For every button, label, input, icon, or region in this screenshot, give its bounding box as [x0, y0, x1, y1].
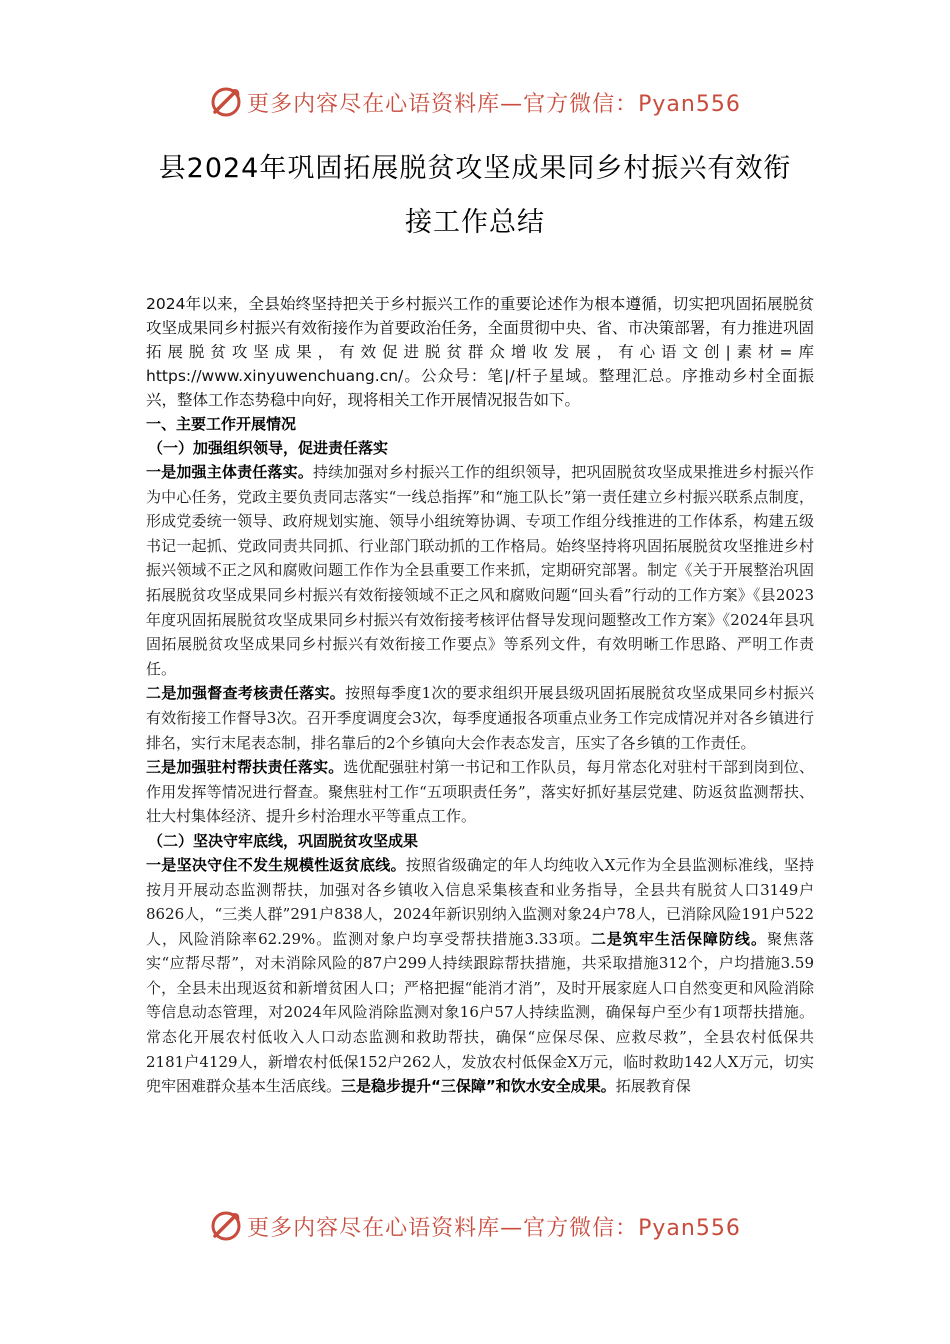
- footer-watermark-banner: [0, 1206, 950, 1246]
- paragraph-bottom-line: [146, 853, 814, 1099]
- watermark-text: 更多内容尽在心语资料库—官方微信：Pyan556: [247, 1215, 741, 1241]
- paragraph-supervision: [146, 681, 814, 755]
- paragraph-text: 聚焦落实“应帮尽帮”，对未消除风险的87户299人持续跟踪帮扶措施，共采取措施312个，户均措施3.59个，全县未出现返贫和新增贫困人口；严格把握“能消才消”，及时开展家庭人口自然变更和风险消除等信息动态管理，对2024年风险消除监测对象16户57人持续监测，确保每户至少有1项帮扶措施。常态化开展农村低收入人口动态监测和救助帮扶，确保“应保尽保、应救尽救”，全县农村低保共2181户4129人，新增农村低保152户262人，发放农村低保金X万元，临时救助142人X万元，切实兜牢困难群众基本生活底线。: [146, 929, 814, 1096]
- subsection-heading-2: （二）坚决守牢底线，巩固脱贫攻坚成果: [148, 831, 419, 850]
- paragraph-lead: 二是加强督查考核责任落实。: [146, 684, 346, 703]
- paragraph-text: 选优配强驻村第一书记和工作队员，每月常态化对驻村干部到岗到位、作用发挥等情况进行督查。聚焦驻村工作“五项职责任务”，落实好抓好基层党建、防返贫监测帮扶、壮大村集体经济、提升乡村治理水平等重点工作。: [146, 758, 814, 826]
- paragraph-lead: 一是坚决守住不发生规模性返贫底线。: [146, 855, 406, 874]
- header-watermark-banner: [0, 82, 950, 122]
- section-heading-1: 一、主要工作开展情况: [146, 415, 297, 433]
- document-body: [146, 292, 814, 1099]
- paragraph-text: 按照省级确定的年人均纯收入X元作为全县监测标准线，坚持按月开展动态监测帮扶，加强对各乡镇收入信息采集核查和业务指导，全县共有脱贫人口3149户8626人，“三类人群”291户838人，2024年新识别纳入监测对象24户78人，已消除风险191户522人，风险消除率62.29%。监测对象户均享受帮扶措施3.33项。: [146, 855, 814, 948]
- paragraph-responsibility: [146, 460, 814, 681]
- paragraph-text: 持续加强对乡村振兴工作的组织领导，把巩固脱贫攻坚成果推进乡村振兴作为中心任务，党政主要负责同志落实“一线总指挥”和“施工队长”第一责任建立乡村振兴联系点制度，形成党委统一领导、政府规划实施、领导小组统筹协调、专项工作组分线推进的工作体系，构建五级书记一起抓、党政同责共同抓、行业部门联动抓的工作格局。始终坚持将巩固拓展脱贫攻坚推进乡村振兴领域不正之风和腐败问题工作作为全县重要工作来抓，定期研究部署。制定《关于开展整治巩固拓展脱贫攻坚成果同乡村振兴有效衔接领域不正之风和腐败问题“回头看”行动的工作方案》《县2023年度巩固拓展脱贫攻坚成果同乡村振兴有效衔接考核评估督导发现问题整改工作方案》《2024年县巩固拓展脱贫攻坚成果同乡村振兴有效衔接工作要点》等系列文件，有效明晰工作思路、严明工作责任。: [146, 463, 814, 678]
- paragraph-lead: 三是加强驻村帮扶责任落实。: [146, 758, 344, 777]
- title-line-2: 接工作总结: [405, 207, 545, 238]
- subsection-heading-1: （一）加强组织领导，促进责任落实: [148, 439, 389, 457]
- brush-logo-icon: [209, 85, 243, 119]
- paragraph-lead: 三是稳步提升“三保障”和饮水安全成果。: [341, 1077, 616, 1096]
- brush-logo-icon: [209, 1209, 243, 1243]
- watermark-text: 更多内容尽在心语资料库—官方微信：Pyan556: [247, 91, 741, 117]
- paragraph-lead: 一是加强主体责任落实。: [146, 463, 314, 481]
- intro-paragraph: 2024年以来，全县始终坚持把关于乡村振兴工作的重要论述作为根本遵循，切实把巩固拓展脱贫攻坚成果同乡村振兴有效衔接作为首要政治任务，全面贯彻中央、省、市决策部署，有力推进巩固拓展脱贫攻坚成果，有效促进脱贫群众增收发展，有心语文创|素材=库https://www.xinyuwenchuang.cn/。公众号：笔|/杆子星域。整理汇总。序推动乡村全面振兴，整体工作态势稳中向好，现将相关工作开展情况报告如下。: [146, 295, 814, 409]
- title-line-1: 县2024年巩固拓展脱贫攻坚成果同乡村振兴有效衔: [158, 153, 792, 184]
- document-title: [100, 142, 850, 250]
- paragraph-lead: 二是筑牢生活保障防线。: [590, 929, 767, 948]
- paragraph-text: 按照每季度1次的要求组织开展县级巩固拓展脱贫攻坚成果同乡村振兴有效衔接工作督导3次。召开季度调度会3次，每季度通报各项重点业务工作完成情况并对各乡镇进行排名，实行末尾表态制，排名靠后的2个乡镇向大会作表态发言，压实了各乡镇的工作责任。: [146, 684, 814, 752]
- paragraph-village-support: [146, 755, 814, 829]
- paragraph-text: 拓展教育保: [615, 1077, 691, 1096]
